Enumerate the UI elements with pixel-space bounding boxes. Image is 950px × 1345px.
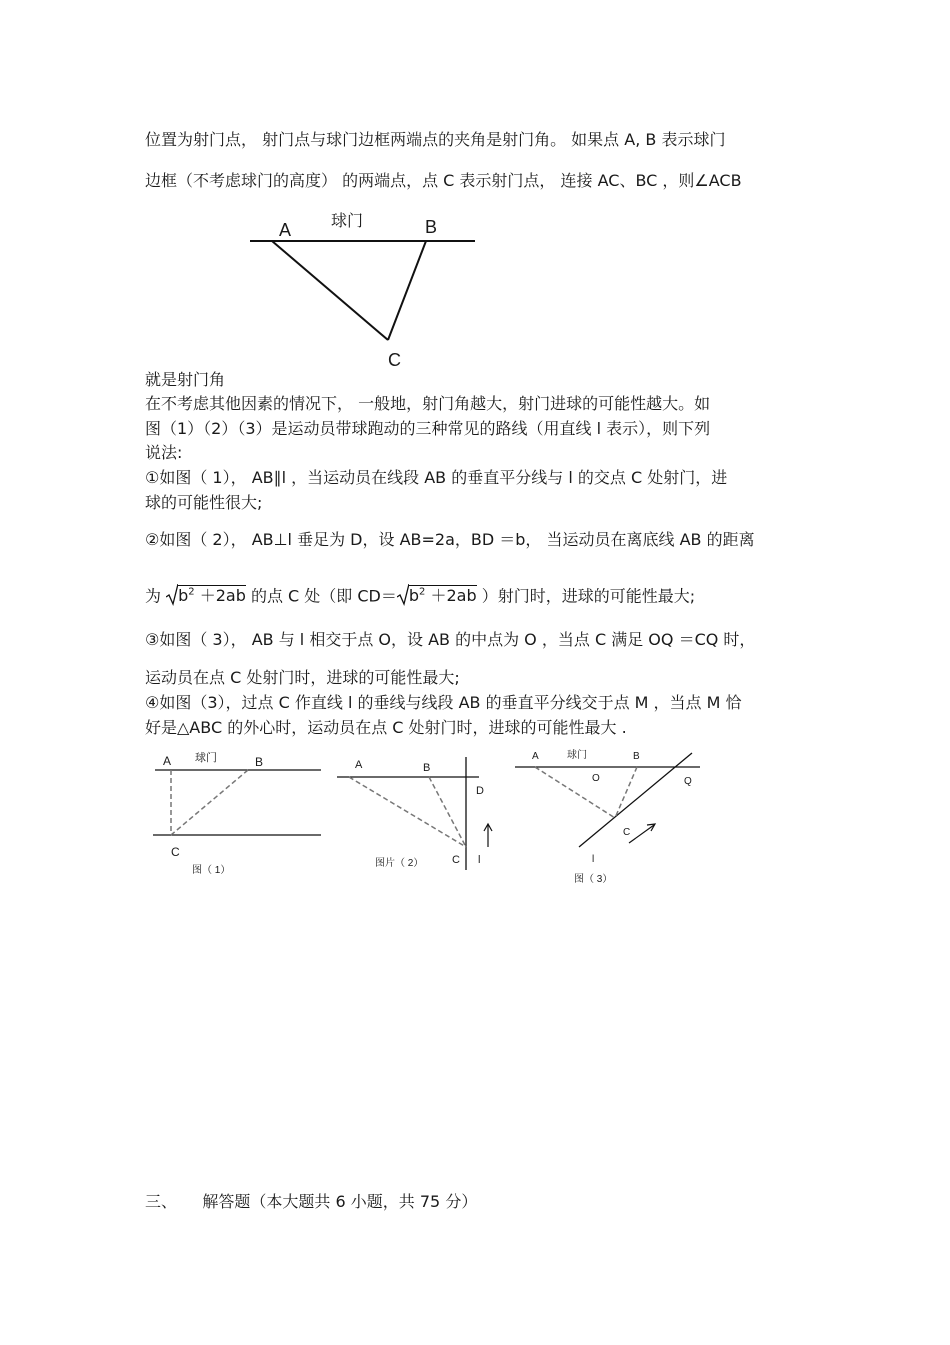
- text-line-12: 运动员在点 C 处射门时，进球的可能性最大;: [145, 668, 460, 687]
- fig2-B-label: B: [423, 762, 431, 774]
- fig1-A-label: A: [163, 754, 172, 768]
- text-line-2: 边框（不考虑球门的高度） 的两端点，点 C 表示射门点， 连接 AC、BC ，则∠ACB: [145, 171, 742, 190]
- fig1-B-label: B: [255, 755, 264, 769]
- figure-2: [335, 745, 505, 875]
- fig1-C-label: C: [171, 845, 180, 859]
- fig3-O-label: O: [592, 773, 600, 784]
- fig3-C-label: C: [623, 827, 631, 838]
- fig2-l-label: l: [478, 854, 481, 866]
- text-line-8: 球的可能性很大;: [145, 493, 263, 512]
- text-line-6: 说法:: [145, 443, 183, 462]
- text-line-14: 好是△ABC 的外心时，运动员在点 C 处射门时，进球的可能性最大 .: [145, 718, 627, 737]
- fig2-caption: 图片（ 2）: [375, 858, 424, 869]
- fig3-Q-label: Q: [684, 776, 692, 787]
- sqrt-expression-2: $b^2 +2ab$: [397, 583, 477, 606]
- text-line-7: ①如图（ 1）， AB∥l ，当运动员在线段 AB 的垂直平分线与 l 的交点 C 处射门，进: [145, 468, 728, 487]
- text-line-3: 就是射门角: [145, 370, 226, 389]
- fig3-A-label: A: [532, 751, 539, 762]
- sqrt-expression: $b^2 +2ab$: [166, 583, 246, 606]
- fig3-B-label: B: [633, 751, 640, 762]
- text-line-11: ③如图（ 3）， AB 与 l 相交于点 O，设 AB 的中点为 O ，当点 C 满足 OQ ＝CQ 时，: [145, 630, 756, 649]
- figure-3: [510, 743, 710, 888]
- goal-diagram: [245, 205, 485, 375]
- fig2-D-label: D: [476, 785, 484, 797]
- text-line-5: 图（1）（2）（3）是运动员带球跑动的三种常见的路线（用直线 l 表示），则下列: [145, 419, 711, 438]
- figure-1: [145, 745, 330, 885]
- fig3-caption: 图（ 3）: [574, 874, 613, 885]
- text-line-1: 位置为射门点， 射门点与球门边框两端点的夹角是射门角。 如果点 A, B 表示球门: [145, 130, 726, 149]
- goal-label: 球门: [331, 213, 364, 230]
- fig2-A-label: A: [355, 759, 363, 771]
- fig3-goal-label: 球门: [567, 750, 587, 761]
- text-line-9: ②如图（ 2）， AB⊥l 垂足为 D，设 AB=2a，BD ＝b， 当运动员在离底线 AB 的距离: [145, 530, 755, 549]
- text-line-10: 为 $b^2 +2ab$ 的点 C 处（即 $CD= b^2 +2ab$ ）射门时，进球的可能性最大;: [145, 583, 695, 606]
- section-heading: 三、 解答题（本大题共 6 小题，共 75 分）: [145, 1192, 478, 1211]
- point-B-label: B: [425, 217, 438, 237]
- fig3-l-label: l: [592, 854, 595, 865]
- point-C-label: C: [388, 350, 401, 370]
- text-line-4: 在不考虑其他因素的情况下， 一般地，射门角越大，射门进球的可能性越大。如: [145, 394, 711, 413]
- fig1-goal-label: 球门: [195, 752, 217, 764]
- fig2-C-label: C: [452, 854, 460, 866]
- point-A-label: A: [279, 220, 292, 240]
- fig1-caption: 图（ 1）: [192, 865, 231, 876]
- text-line-13: ④如图（3），过点 C 作直线 l 的垂线与线段 AB 的垂直平分线交于点 M ，当点 M 恰: [145, 693, 742, 712]
